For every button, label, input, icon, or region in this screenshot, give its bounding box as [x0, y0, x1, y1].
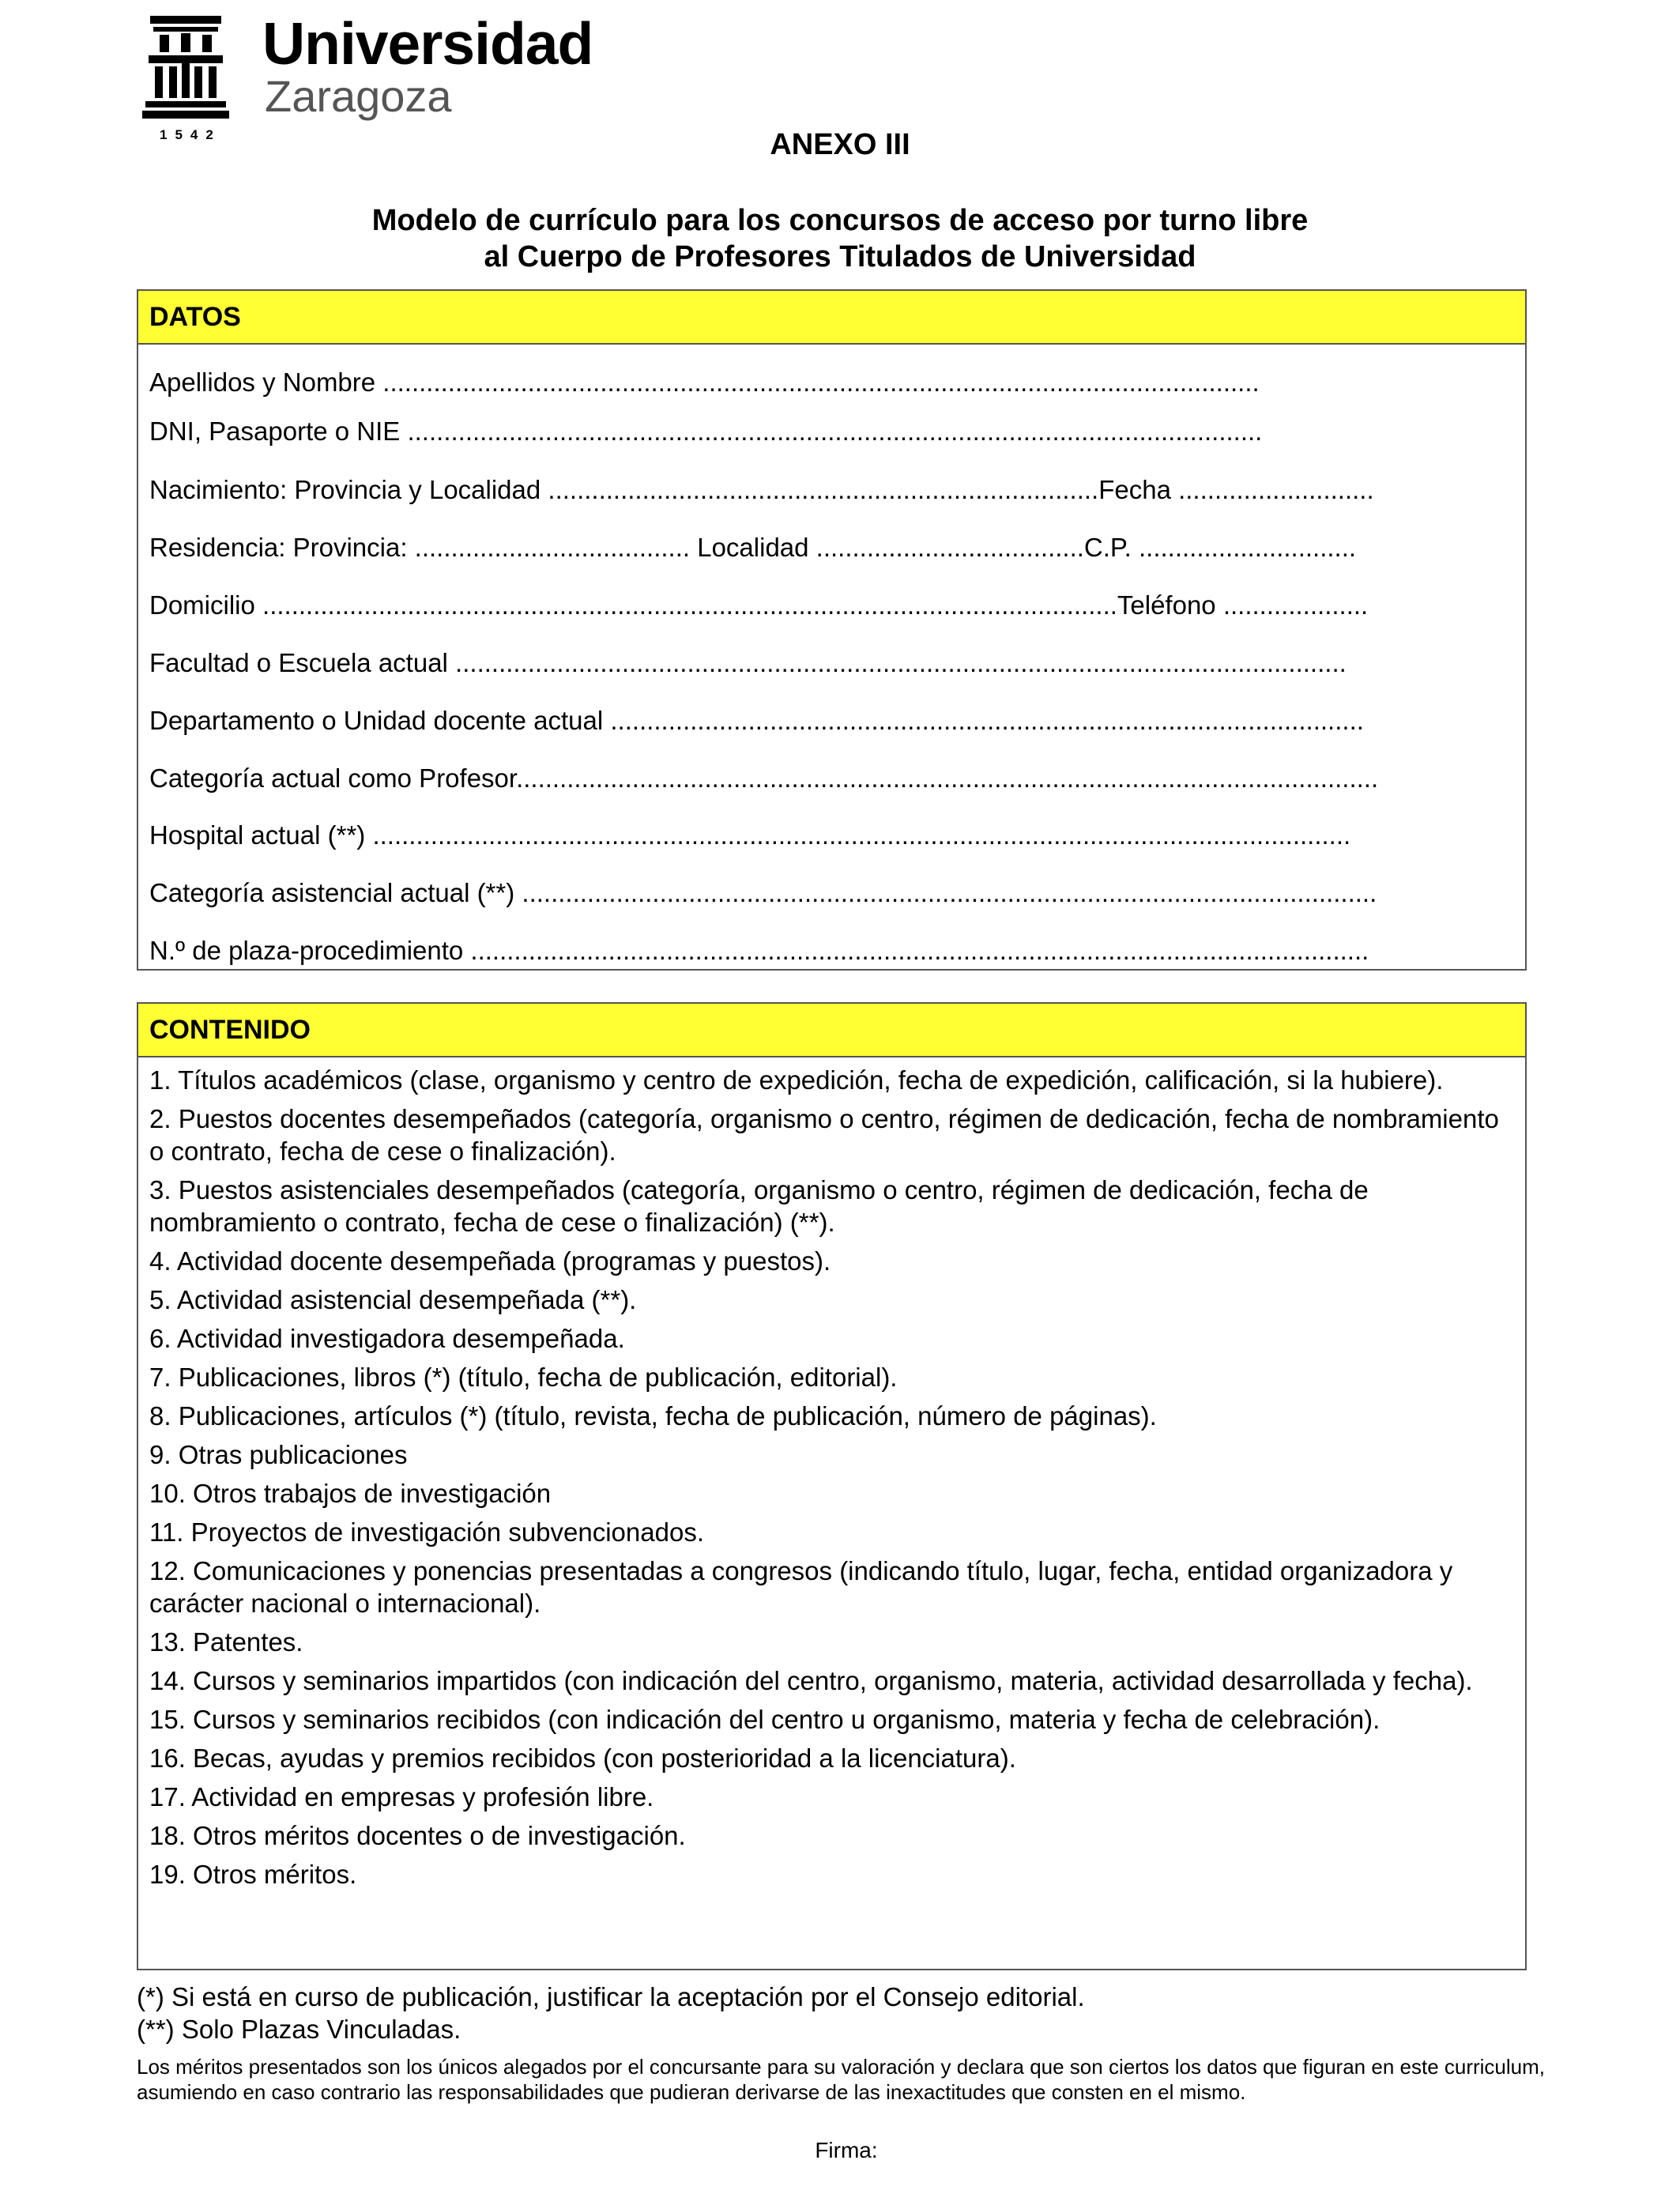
field-hospital[interactable]: Hospital actual (**) ....................................................................................................................................... [149, 820, 1351, 850]
list-item: 12. Comunicaciones y ponencias presentadas a congresos (indicando título, lugar, fecha, entidad organizadora y carácter nacional o internacional). [149, 1556, 1453, 1618]
field-departamento[interactable]: Departamento o Unidad docente actual ........................................................................................................ [149, 706, 1364, 735]
field-nacimiento[interactable]: Nacimiento: Provincia y Localidad ............................................................................Fecha ........................... [149, 475, 1374, 504]
legal-declaration: Los méritos presentados son los únicos alegados por el concursante para su valoración y declara que son ciertos los datos que figuran en este curriculum, asumiendo en caso contrario las responsabilidades que pudieran derivarse de las inexactitudes que consten en el mismo. [137, 2055, 1546, 2104]
field-plaza-procedimiento[interactable]: N.º de plaza-procedimiento ............................................................................................................................ [149, 936, 1369, 965]
field-categoria-asistencial[interactable]: Categoría asistencial actual (**) ...................................................................................................................... [149, 878, 1377, 907]
logo-city: Zaragoza [265, 71, 452, 121]
field-dni[interactable]: DNI, Pasaporte o NIE ...................................................................................................................... [149, 417, 1263, 446]
footnotes [137, 1981, 1085, 2045]
list-item: 18. Otros méritos docentes o de investigación. [149, 1821, 686, 1850]
university-emblem-icon [142, 11, 229, 122]
list-item: 2. Puestos docentes desempeñados (categoría, organismo o centro, régimen de dedicación, fecha de nombramiento o contrato, fecha de cese o finalización). [149, 1104, 1499, 1166]
contenido-list [138, 1057, 1525, 1891]
contenido-section [137, 1002, 1527, 1970]
list-item: 10. Otros trabajos de investigación [149, 1479, 552, 1508]
footnote-plazas: (**) Solo Plazas Vinculadas. [137, 2015, 461, 2044]
title-line-1: Modelo de currículo para los concursos de acceso por turno libre [371, 204, 1309, 237]
list-item: 8. Publicaciones, artículos (*) (título, revista, fecha de publicación, número de páginas). [149, 1401, 1157, 1431]
datos-section [137, 289, 1527, 971]
datos-heading: DATOS [138, 291, 1525, 345]
list-item: 15. Cursos y seminarios recibidos (con indicación del centro u organismo, materia y fecha de celebración). [149, 1705, 1381, 1734]
list-item: 3. Puestos asistenciales desempeñados (categoría, organismo o centro, régimen de dedicación, fecha de nombramiento o contrato, fecha de cese o finalización) (**). [149, 1175, 1369, 1237]
field-domicilio[interactable]: Domicilio ......................................................................................................................Teléfono .................... [149, 590, 1369, 620]
field-residencia[interactable]: Residencia: Provincia: ...................................... Localidad .....................................C.P. .............................. [149, 533, 1357, 562]
list-item: 6. Actividad investigadora desempeñada. [149, 1324, 625, 1353]
list-item: 1. Títulos académicos (clase, organismo y centro de expedición, fecha de expedición, calificación, si la hubiere). [149, 1065, 1444, 1095]
document-title [0, 202, 1680, 275]
list-item: 19. Otros méritos. [149, 1860, 357, 1889]
field-facultad[interactable]: Facultad o Escuela actual ........................................................................................................................... [149, 648, 1347, 677]
signature-label: Firma: [815, 2138, 878, 2162]
field-apellidos-nombre[interactable]: Apellidos y Nombre ......................................................................................................................... [149, 368, 1260, 397]
logo-name: Universidad [262, 10, 593, 77]
university-logo [142, 10, 593, 142]
logo-year: 1542 [160, 127, 221, 142]
list-item: 16. Becas, ayudas y premios recibidos (con posterioridad a la licenciatura). [149, 1744, 1016, 1773]
list-item: 9. Otras publicaciones [149, 1440, 408, 1469]
list-item: 11. Proyectos de investigación subvencionados. [149, 1517, 704, 1547]
contenido-heading: CONTENIDO [138, 1004, 1525, 1057]
list-item: 17. Actividad en empresas y profesión libre. [149, 1782, 654, 1811]
list-item: 14. Cursos y seminarios impartidos (con indicación del centro, organismo, materia, actividad desarrollada y fecha). [149, 1666, 1473, 1695]
list-item: 7. Publicaciones, libros (*) (título, fecha de publicación, editorial). [149, 1363, 898, 1392]
title-line-2: al Cuerpo de Profesores Titulados de Universidad [484, 240, 1196, 273]
list-item: 5. Actividad asistencial desempeñada (**). [149, 1285, 637, 1314]
list-item: 4. Actividad docente desempeñada (programas y puestos). [149, 1246, 831, 1276]
annex-title: ANEXO III [770, 128, 910, 161]
footnote-publication: (*) Si está en curso de publicación, justificar la aceptación por el Consejo editorial. [137, 1982, 1085, 2011]
field-categoria-profesor[interactable]: Categoría actual como Profesor....................................................................................................................... [149, 763, 1379, 793]
list-item: 13. Patentes. [149, 1627, 303, 1657]
